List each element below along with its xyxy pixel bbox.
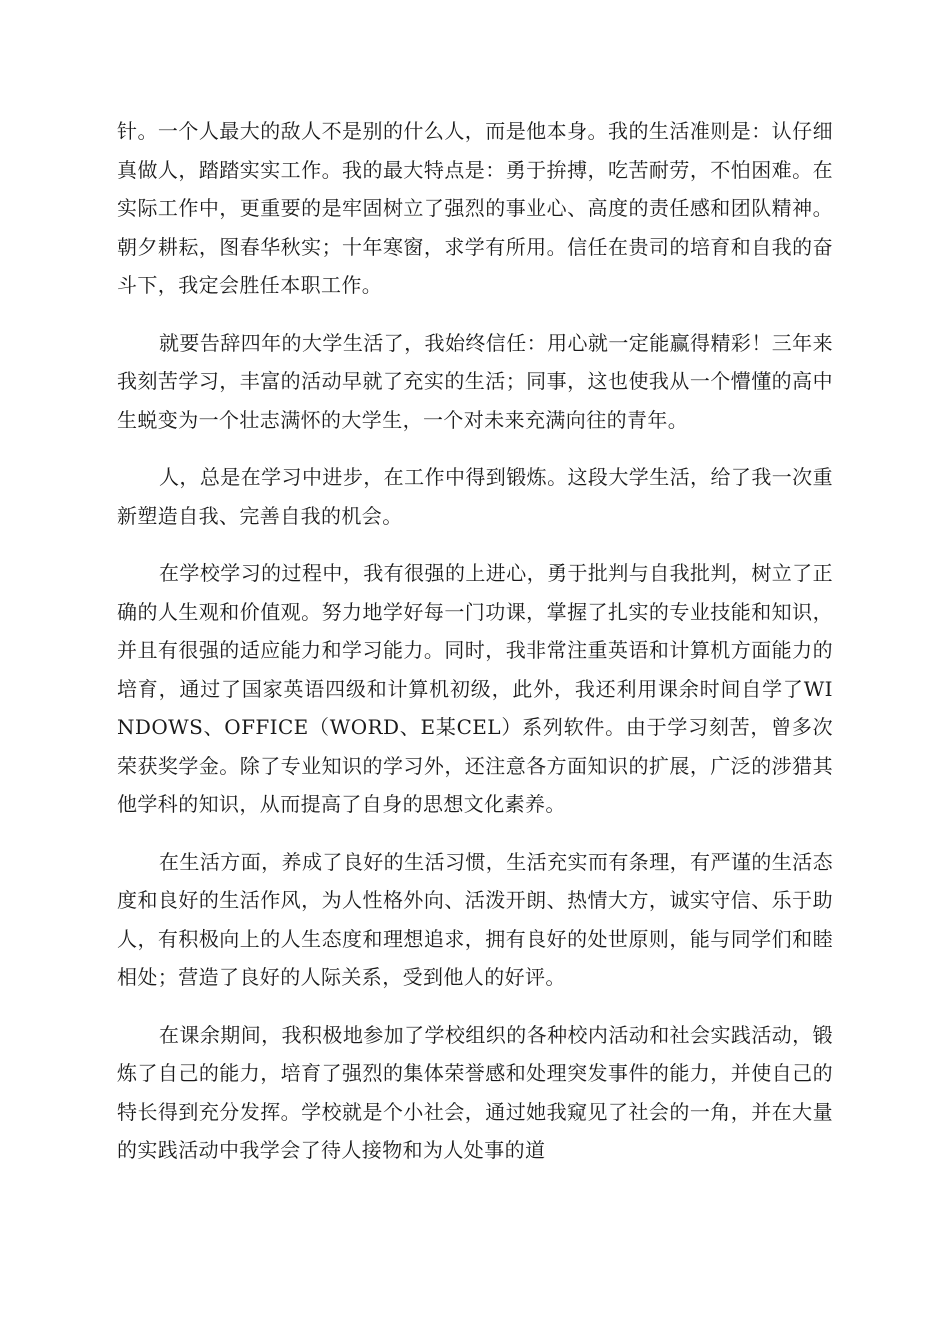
- paragraph-5: 在生活方面，养成了良好的生活习惯，生活充实而有条理，有严谨的生活态度和良好的生活作风，为人性格外向、活泼开朗、热情大方，诚实守信、乐于助人，有积极向上的人生态度和理想追求，拥有良好的处世原则，能与同学们和睦相处；营造了良好的人际关系，受到他人的好评。: [117, 849, 833, 989]
- paragraph-4: 在学校学习的过程中，我有很强的上进心，勇于批判与自我批判，树立了正确的人生观和价值观。努力地学好每一门功课，掌握了扎实的专业技能和知识，并且有很强的适应能力和学习能力。同时，我非常注重英语和计算机方面能力的培育，通过了国家英语四级和计算机初级，此外，我还利用课余时间自学了WINDOWS、OFFICE（WORD、E某CEL）系列软件。由于学习刻苦，曾多次荣获奖学金。除了专业知识的学习外，还注意各方面知识的扩展，广泛的涉猎其他学科的知识，从而提高了自身的思想文化素养。: [117, 561, 833, 816]
- paragraph-6: 在课余期间，我积极地参加了学校组织的各种校内活动和社会实践活动，锻炼了自己的能力，培育了强烈的集体荣誉感和处理突发事件的能力，并使自己的特长得到充分发挥。学校就是个小社会，通过她我窥见了社会的一角，并在大量的实践活动中我学会了待人接物和为人处事的道: [117, 1022, 833, 1162]
- paragraph-1: 针。一个人最大的敌人不是别的什么人，而是他本身。我的生活准则是：认仔细真做人，踏踏实实工作。我的最大特点是：勇于拚搏，吃苦耐劳，不怕困难。在实际工作中，更重要的是牢固树立了强烈的事业心、高度的责任感和团队精神。朝夕耕耘，图春华秋实；十年寒窗，求学有所用。信任在贵司的培育和自我的奋斗下，我定会胜任本职工作。: [117, 119, 833, 297]
- paragraph-3: 人，总是在学习中进步，在工作中得到锻炼。这段大学生活，给了我一次重新塑造自我、完善自我的机会。: [117, 465, 833, 528]
- document-body: [117, 112, 833, 1189]
- paragraph-2: 就要告辞四年的大学生活了，我始终信任：用心就一定能赢得精彩！三年来我刻苦学习，丰富的活动早就了充实的生活；同事，这也使我从一个懵懂的高中生蜕变为一个壮志满怀的大学生，一个对未来充满向往的青年。: [117, 330, 833, 432]
